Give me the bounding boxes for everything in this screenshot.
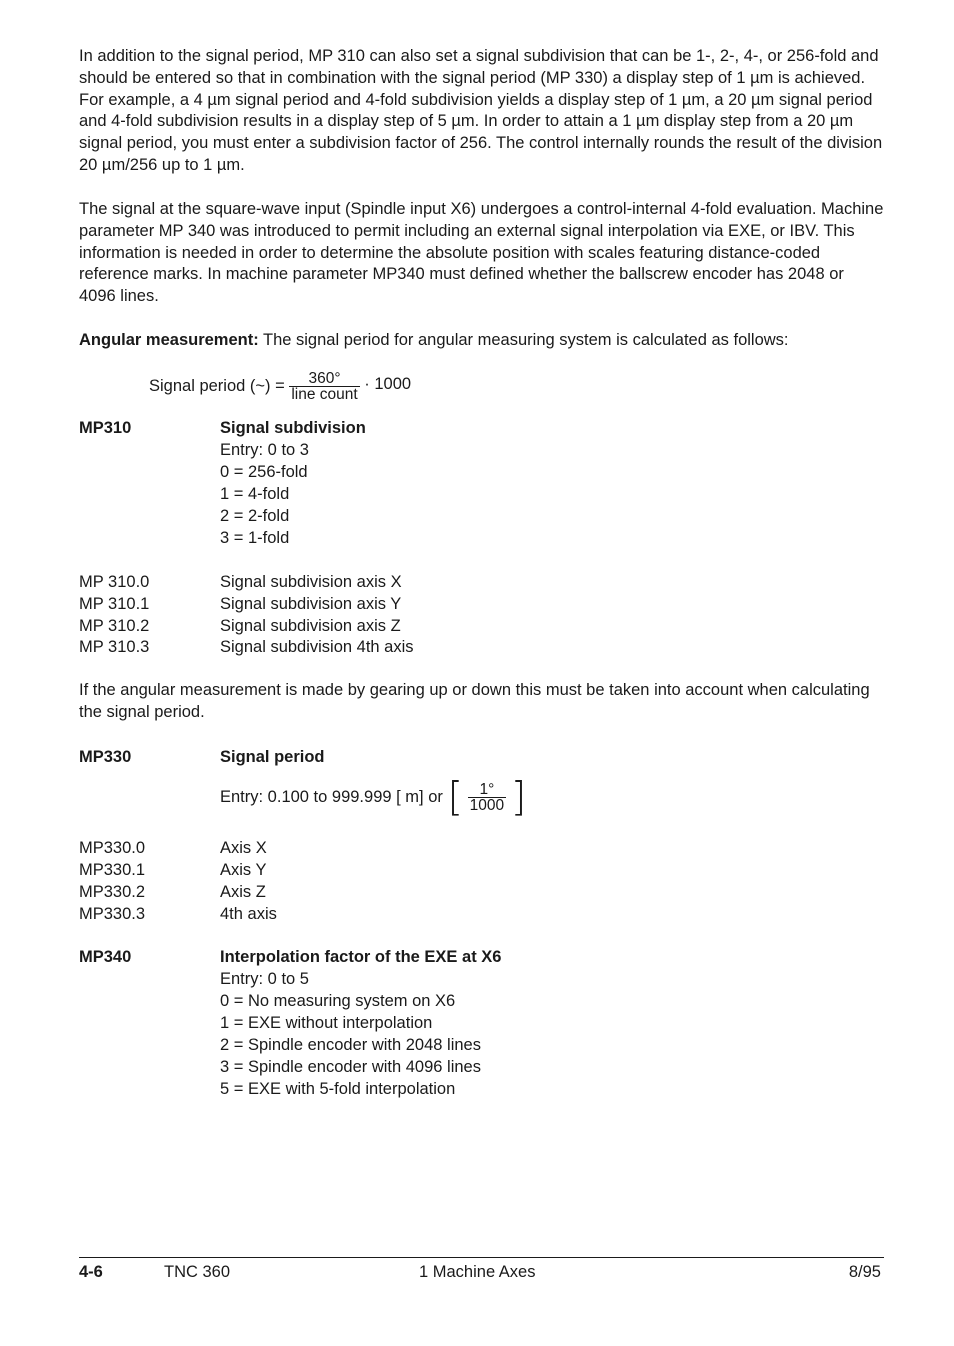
mp310-axis-desc: Signal subdivision axis Z xyxy=(220,617,401,635)
mp330-fraction xyxy=(468,782,506,813)
mp330-axis-row xyxy=(79,837,884,859)
mp330-fraction-denominator: 1000 xyxy=(469,797,505,815)
mp340-line xyxy=(79,1034,884,1056)
mp310-axis-desc: Signal subdivision 4th axis xyxy=(220,638,414,656)
mp340-line xyxy=(79,1056,884,1078)
mp340-title: Interpolation factor of the EXE at X6 xyxy=(220,948,502,966)
footer-product: TNC 360 xyxy=(164,1263,231,1281)
formula-denominator: line count xyxy=(291,386,358,404)
mp310-axis-row xyxy=(79,593,884,615)
mp310-axis-desc: Signal subdivision axis X xyxy=(220,573,402,591)
mp310-line-text: 1 = 4-fold xyxy=(220,485,290,503)
mp340-line-text: Entry: 0 to 5 xyxy=(220,970,309,988)
angular-measurement-paragraph xyxy=(79,330,884,352)
mp310-code: MP310 xyxy=(79,419,132,437)
mp340-heading xyxy=(79,946,884,968)
mp310-line-text: Entry: 0 to 3 xyxy=(220,441,309,459)
mp340-line xyxy=(79,968,884,990)
mp340-line-text: 1 = EXE without interpolation xyxy=(220,1014,433,1032)
mp340-line-text: 2 = Spindle encoder with 2048 lines xyxy=(220,1036,481,1054)
mp310-axis-code: MP 310.3 xyxy=(79,638,150,656)
mp310-axis-row xyxy=(79,615,884,637)
mp330-bracket-open: [ xyxy=(447,774,464,821)
mp340-line-text: 5 = EXE with 5-fold interpolation xyxy=(220,1080,456,1098)
mp310-line-text: 3 = 1-fold xyxy=(220,529,290,547)
mp340-line-text: 3 = Spindle encoder with 4096 lines xyxy=(220,1058,481,1076)
mp330-title: Signal period xyxy=(220,748,325,766)
angular-measurement-text: The signal period for angular measuring system is calculated as follows: xyxy=(258,331,789,349)
mp340-line xyxy=(79,1078,884,1100)
footer-rule xyxy=(79,1257,884,1258)
mp310-line xyxy=(79,527,884,549)
mp330-axis-row xyxy=(79,903,884,925)
intro-paragraph-2: The signal at the square-wave input (Spindle input X6) undergoes a control-internal 4-fold evaluation. Machine parameter MP 340 was introduced to permit including an external signal interpolation via EXE, or IBV. This information is needed in order to determine the absolute position with scales featuring distance-coded reference marks. In machine parameter MP340 must defined whether the ballscrew encoder has 2048 or 4096 lines. xyxy=(79,200,884,306)
mp330-axis-code: MP330.1 xyxy=(79,861,146,879)
mp310-axis-desc: Signal subdivision axis Y xyxy=(220,595,402,613)
formula-rhs: · 1000 xyxy=(364,375,412,393)
footer-date: 8/95 xyxy=(848,1263,881,1281)
mp330-axis-desc: Axis X xyxy=(220,839,267,857)
mp310-title: Signal subdivision xyxy=(220,419,366,437)
formula-lhs: Signal period (~) = xyxy=(149,377,290,395)
gearing-note: If the angular measurement is made by gearing up or down this must be taken into account when calculating the signal period. xyxy=(79,681,870,721)
mp310-axis-row xyxy=(79,636,884,658)
mp330-entry xyxy=(220,774,527,821)
mp310-line-text: 0 = 256-fold xyxy=(220,463,308,481)
mp330-bracket-close: ] xyxy=(510,774,527,821)
mp330-heading xyxy=(79,746,884,768)
mp330-axis-code: MP330.0 xyxy=(79,839,146,857)
mp330-entry-text: Entry: 0.100 to 999.999 [ m] or xyxy=(220,788,448,806)
mp310-axis-row xyxy=(79,571,884,593)
mp340-line-text: 0 = No measuring system on X6 xyxy=(220,992,456,1010)
mp310-line xyxy=(79,439,884,461)
mp310-line xyxy=(79,483,884,505)
formula-numerator: 360° xyxy=(289,371,359,387)
footer-chapter: 1 Machine Axes xyxy=(419,1263,536,1281)
mp330-code: MP330 xyxy=(79,748,132,766)
mp330-axis-desc: Axis Y xyxy=(220,861,267,879)
mp310-axis-code: MP 310.2 xyxy=(79,617,150,635)
formula-fraction xyxy=(289,371,359,402)
mp340-line xyxy=(79,1012,884,1034)
mp310-axis-code: MP 310.0 xyxy=(79,573,150,591)
mp330-axis-desc: Axis Z xyxy=(220,883,266,901)
mp330-fraction-numerator: 1° xyxy=(468,782,506,798)
mp340-code: MP340 xyxy=(79,948,132,966)
mp330-axis-row xyxy=(79,881,884,903)
intro-paragraph-1: In addition to the signal period, MP 310 can also set a signal subdivision that can be 1-, 2-, 4-, or 256-fold and should be entered so that in combination with the signal period (MP 330) a display step of 1 µm is achieved. For example, a 4 µm signal period and 4-fold subdivision yields a display step of 1 µm, a 20 µm signal period and 4-fold subdivision results in a display step of 5 µm. In order to attain a 1 µm display step from a 20 µm signal period, you must enter a subdivision factor of 256. The control internally rounds the result of the division 20 µm/256 up to 1 µm. xyxy=(79,47,883,174)
mp330-axis-desc: 4th axis xyxy=(220,905,277,923)
mp330-axis-row xyxy=(79,859,884,881)
footer-page-number: 4-6 xyxy=(79,1263,103,1281)
angular-measurement-label: Angular measurement: xyxy=(79,331,259,349)
mp310-axis-code: MP 310.1 xyxy=(79,595,150,613)
mp330-axis-code: MP330.3 xyxy=(79,905,146,923)
mp340-line xyxy=(79,990,884,1012)
mp310-line xyxy=(79,505,884,527)
mp310-line xyxy=(79,461,884,483)
signal-period-formula xyxy=(149,366,411,402)
mp310-line-text: 2 = 2-fold xyxy=(220,507,290,525)
mp310-heading xyxy=(79,417,884,439)
mp330-axis-code: MP330.2 xyxy=(79,883,146,901)
